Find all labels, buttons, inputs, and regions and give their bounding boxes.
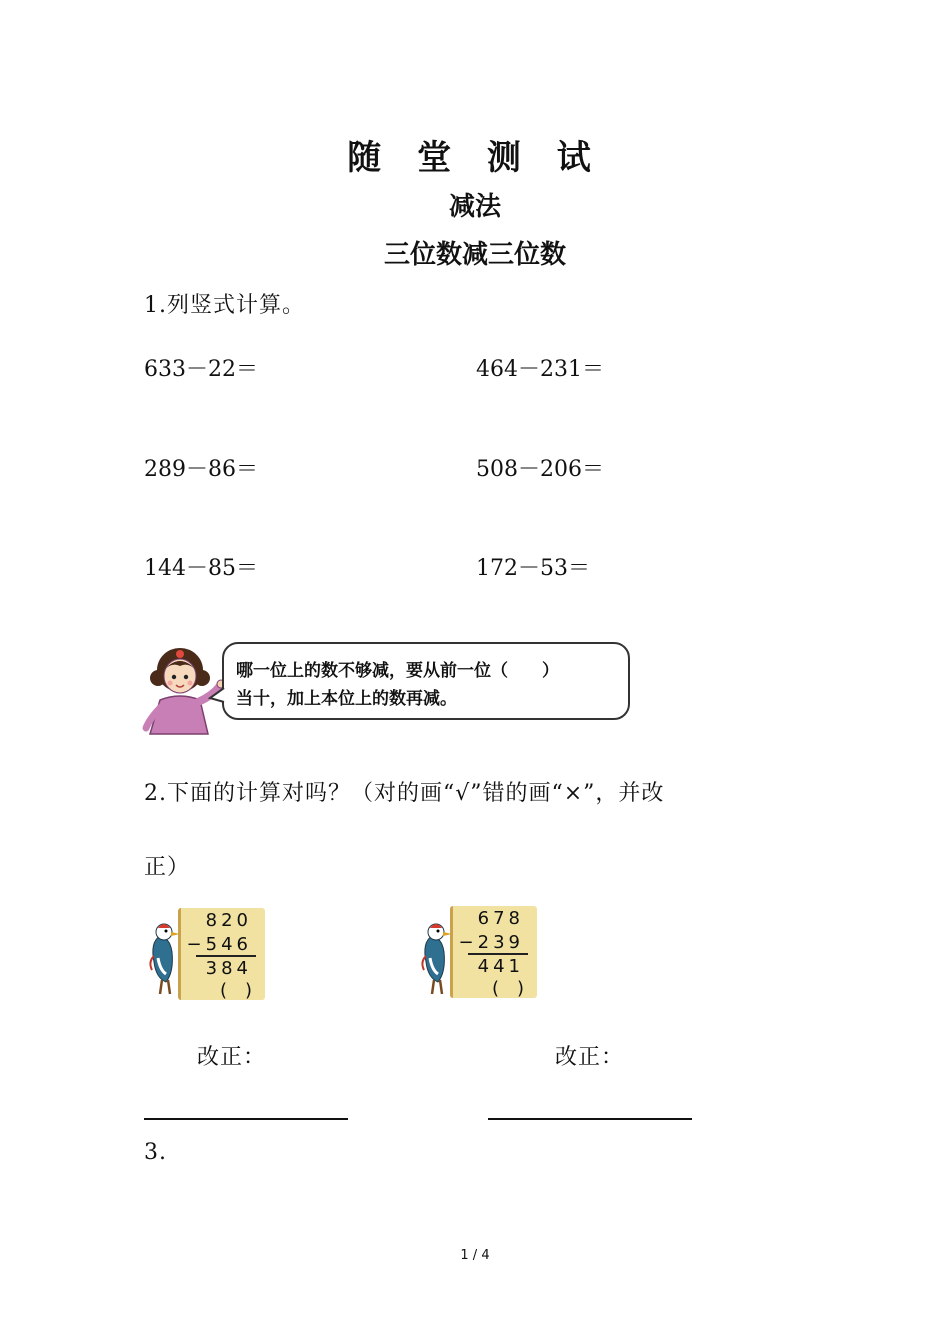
woodpecker-icon — [146, 922, 182, 998]
card-2-minuend: 678 — [477, 908, 524, 929]
card-1-judgement-blank[interactable]: ( ) — [219, 980, 252, 1001]
problem-6: 172－53＝ — [476, 556, 590, 581]
problem-5: 144－85＝ — [144, 556, 258, 581]
problem-2: 464－231＝ — [476, 357, 604, 382]
correction-answer-line-2[interactable] — [488, 1118, 692, 1120]
bubble-tail — [208, 686, 226, 706]
page-number: 1 / 4 — [460, 1248, 490, 1263]
question-2-prompt-line-1: 2.下面的计算对吗？（对的画“√”错的画“×”，并改 — [144, 781, 665, 806]
question-3-prompt: 3. — [144, 1140, 167, 1165]
problem-3: 289－86＝ — [144, 457, 258, 482]
card-1-rule — [196, 955, 256, 957]
tip-line-2: 当十，加上本位上的数再减。 — [236, 689, 457, 709]
problem-4: 508－206＝ — [476, 457, 604, 482]
question-2-prompt-line-2: 正） — [144, 855, 191, 880]
correction-label-2: 改正： — [555, 1045, 625, 1070]
problem-1: 633－22＝ — [144, 357, 258, 382]
page-title: 随 堂 测 试 — [347, 138, 603, 178]
card-1-minuend: 820 — [205, 910, 252, 931]
question-1-prompt: 1.列竖式计算。 — [144, 293, 305, 318]
tip-line-1: 哪一位上的数不够减，要从前一位（ ） — [236, 661, 559, 681]
card-1-subtrahend: −546 — [186, 934, 252, 955]
card-2-result: 441 — [477, 956, 524, 977]
correction-label-1: 改正： — [197, 1045, 267, 1070]
card-2-subtrahend: −239 — [458, 932, 524, 953]
card-2-judgement-blank[interactable]: ( ) — [491, 978, 524, 999]
correction-answer-line-1[interactable] — [144, 1118, 348, 1120]
unit-subtitle: 减法 — [448, 192, 501, 222]
lesson-subtitle: 三位数减三位数 — [383, 240, 566, 270]
card-2-rule — [468, 953, 528, 955]
card-1-result: 384 — [205, 958, 252, 979]
woodpecker-icon — [418, 922, 454, 998]
